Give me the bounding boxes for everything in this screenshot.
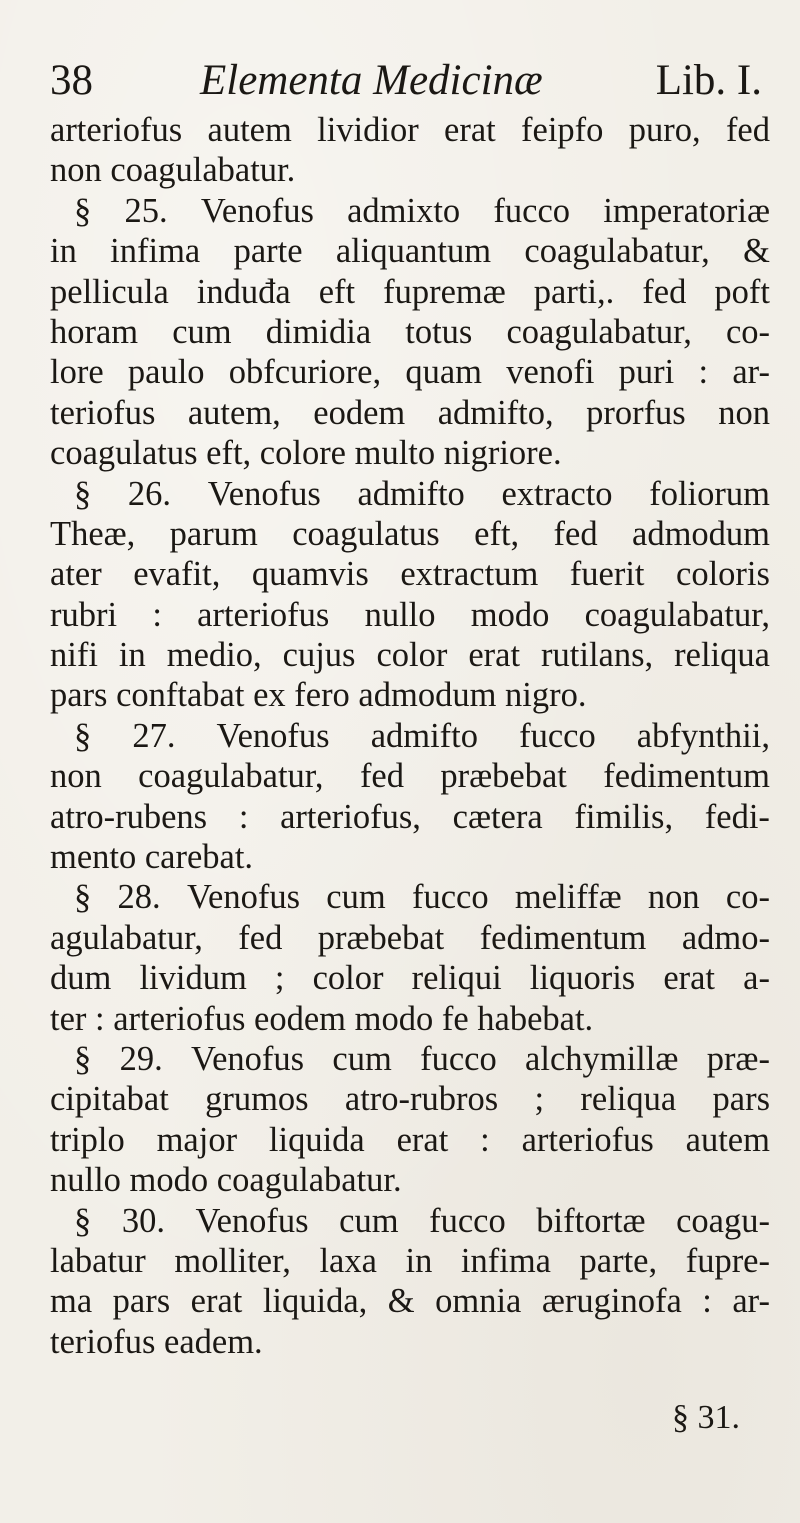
text-line: in infima parte aliquantum coagulabatur, & <box>50 232 770 271</box>
text-line: arteriofus autem lividior erat feipfo puro, fed <box>50 111 770 149</box>
text-line: teriofus eadem. <box>50 1322 263 1361</box>
text-line: mento carebat. <box>50 838 254 877</box>
text-line: triplo major liquida erat : arteriofus autem <box>50 1120 770 1159</box>
catchword: § 31. <box>672 1399 740 1436</box>
page-number: 38 <box>50 57 93 104</box>
text-line: nullo modo coagulabatur. <box>50 1161 402 1200</box>
text-line: pars conftabat ex fero admodum nigro. <box>50 676 587 715</box>
text-line: Theæ, parum coagulatus eft, fed admodum <box>50 514 770 553</box>
text-line: § 25. Venofus admixto fucco imperatoriæ <box>74 191 770 230</box>
text-line: teriofus autem, eodem admifto, prorfus non <box>50 393 770 432</box>
text-line: non coagulabatur. <box>50 151 296 190</box>
text-line: ter : arteriofus eodem modo fe habebat. <box>50 999 594 1038</box>
text-line: atro-rubens : arteriofus, cætera fimilis, fedi- <box>50 797 770 836</box>
text-line: § 27. Venofus admifto fucco abfynthii, <box>74 716 770 755</box>
text-line: horam cum dimidia totus coagulabatur, co- <box>50 312 770 351</box>
text-line: ma pars erat liquida, & omnia æruginofa : ar- <box>50 1282 770 1321</box>
text-line: rubri : arteriofus nullo modo coagulabatur, <box>50 595 770 634</box>
text-line: § 30. Venofus cum fucco biftortæ coagu- <box>74 1201 770 1240</box>
running-title: Elementa Medicinæ <box>200 57 543 104</box>
body-text <box>50 110 770 1362</box>
running-header <box>50 50 762 108</box>
text-line: cipitabat grumos atro-rubros ; reliqua pars <box>50 1080 770 1119</box>
text-line: § 29. Venofus cum fucco alchymillæ præ- <box>74 1039 770 1078</box>
text-line: lore paulo obfcuriore, quam venofi puri : ar- <box>50 353 770 392</box>
book-label: Lib. I. <box>655 57 762 104</box>
text-line: agulabatur, fed præbebat fedimentum admo- <box>50 918 770 957</box>
text-line: § 26. Venofus admifto extracto foliorum <box>74 474 770 513</box>
text-line: ater evafit, quamvis extractum fuerit coloris <box>50 555 770 594</box>
text-line: § 28. Venofus cum fucco meliffæ non co- <box>74 878 770 917</box>
text-line: dum lividum ; color reliqui liquoris erat a- <box>50 959 770 998</box>
text-line: labatur molliter, laxa in infima parte, fupre- <box>50 1241 770 1280</box>
text-line: coagulatus eft, colore multo nigriore. <box>50 434 562 473</box>
text-line: pellicula induđa eft fupremæ parti,. fed poft <box>50 272 770 311</box>
text-line: nifi in medio, cujus color erat rutilans, reliqua <box>50 636 770 675</box>
text-line: non coagulabatur, fed præbebat fedimentum <box>50 757 770 796</box>
